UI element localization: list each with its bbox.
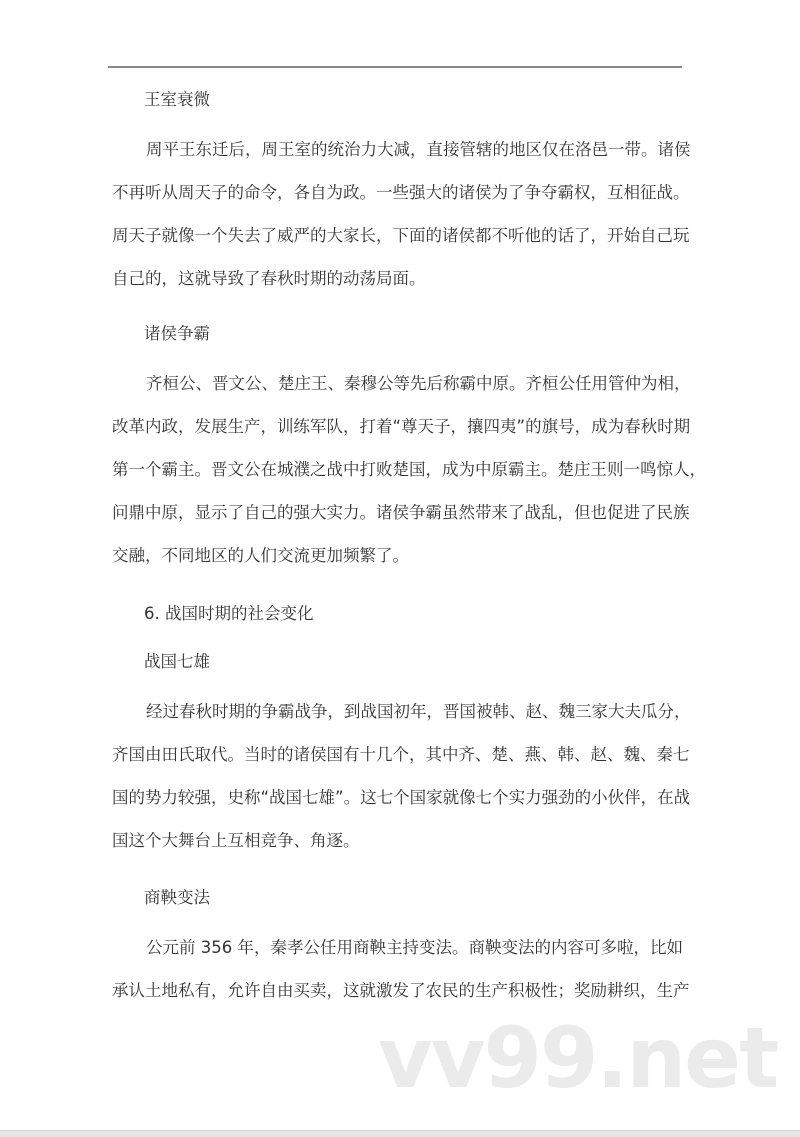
paragraph-line: 周天子就像一个失去了威严的大家长，下面的诸侯都不听他的话了，开始自己玩	[112, 226, 690, 245]
paragraph-line: 公元前 356 年，秦孝公任用商鞅主持变法。商鞅变法的内容可多啦，比如	[146, 938, 683, 957]
paragraph-line: 第一个霸主。晋文公在城濮之战中打败楚国，成为中原霸主。楚庄王则一鸣惊人，	[112, 460, 706, 479]
paragraph-line: 齐桓公、晋文公、楚庄王、秦穆公等先后称霸中原。齐桓公任用管仲为相，	[146, 374, 691, 393]
heading-zhanguo-qixiong: 战国七雄	[144, 652, 210, 671]
paragraph-line: 改革内政，发展生产，训练军队，打着“尊天子，攘四夷”的旗号，成为春秋时期	[112, 417, 691, 436]
paragraph-line: 国这个大舞台上互相竞争、角逐。	[112, 831, 360, 850]
page-bottom-edge	[0, 1130, 800, 1137]
heading-shangyang-bianfa: 商鞅变法	[144, 888, 210, 907]
watermark: vv99.net	[378, 1009, 778, 1107]
heading-zhuhou-zhengba: 诸侯争霸	[144, 324, 210, 343]
paragraph-line: 国的势力较强，史称“战国七雄”。这七个国家就像七个实力强劲的小伙伴，在战	[112, 788, 691, 807]
header-rule	[108, 66, 682, 68]
heading-wangshi-shuaiwei: 王室衰微	[144, 90, 210, 109]
paragraph-line: 齐国由田氏取代。当时的诸侯国有十几个，其中齐、楚、燕、韩、赵、魏、秦七	[112, 745, 690, 764]
section-heading: 6. 战国时期的社会变化	[144, 604, 314, 623]
paragraph-line: 经过春秋时期的争霸战争，到战国初年，晋国被韩、赵、魏三家大夫瓜分，	[146, 702, 691, 721]
paragraph-line: 交融，不同地区的人们交流更加频繁了。	[112, 546, 409, 565]
paragraph-line: 承认土地私有，允许自由买卖，这就激发了农民的生产积极性；奖励耕织，生产	[112, 981, 690, 1000]
paragraph-line: 自己的，这就导致了春秋时期的动荡局面。	[112, 269, 426, 288]
paragraph-line: 周平王东迁后，周王室的统治力大减，直接管辖的地区仅在洛邑一带。诸侯	[146, 140, 691, 159]
paragraph-line: 不再听从周天子的命令，各自为政。一些强大的诸侯为了争夺霸权，互相征战。	[112, 183, 690, 202]
paragraph-line: 问鼎中原，显示了自己的强大实力。诸侯争霸虽然带来了战乱，但也促进了民族	[112, 503, 690, 522]
